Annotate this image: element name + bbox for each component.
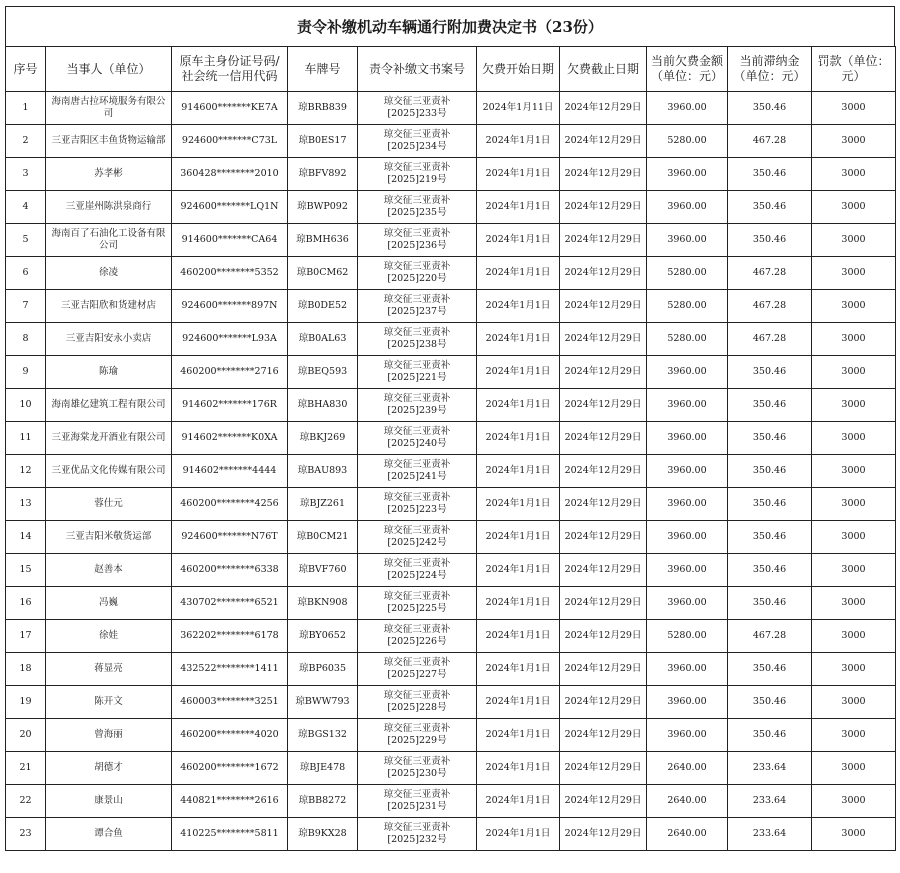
fine-cell: 3000 [812,620,896,653]
end-date-cell: 2024年12月29日 [560,554,647,587]
table-row [6,389,896,422]
start-date-cell: 2024年1月1日 [477,356,560,389]
late-fee-cell: 467.28 [728,323,812,356]
seq-cell: 20 [6,719,46,752]
table-row [6,686,896,719]
fine-cell: 3000 [812,389,896,422]
start-date-cell: 2024年1月1日 [477,422,560,455]
start-date-cell: 2024年1月1日 [477,719,560,752]
column-header-plate: 车牌号 [288,47,358,92]
start-date-cell: 2024年1月1日 [477,125,560,158]
end-date-cell: 2024年12月29日 [560,356,647,389]
amount-due-cell: 3960.00 [647,92,728,125]
amount-due-cell: 3960.00 [647,191,728,224]
start-date-cell: 2024年1月1日 [477,554,560,587]
id-code-cell: 460200********2716 [172,356,288,389]
amount-due-cell: 3960.00 [647,653,728,686]
party-cell: 蒋显亮 [46,653,172,686]
party-cell: 冯巍 [46,587,172,620]
plate-cell: 琼B0DE52 [288,290,358,323]
start-date-cell: 2024年1月1日 [477,785,560,818]
plate-cell: 琼BWP092 [288,191,358,224]
case-number-cell: 琼交征三亚责补[2025]242号 [358,521,477,554]
case-number-cell: 琼交征三亚责补[2025]239号 [358,389,477,422]
id-code-cell: 924600*******LQ1N [172,191,288,224]
end-date-cell: 2024年12月29日 [560,752,647,785]
seq-cell: 1 [6,92,46,125]
case-number-cell: 琼交征三亚责补[2025]219号 [358,158,477,191]
party-cell: 谭合鱼 [46,818,172,851]
party-cell: 三亚海棠龙开酒业有限公司 [46,422,172,455]
party-cell: 三亚崖州陈洪泉商行 [46,191,172,224]
fine-cell: 3000 [812,521,896,554]
case-number-cell: 琼交征三亚责补[2025]236号 [358,224,477,257]
plate-cell: 琼BGS132 [288,719,358,752]
case-number-cell: 琼交征三亚责补[2025]227号 [358,653,477,686]
id-code-cell: 440821********2616 [172,785,288,818]
start-date-cell: 2024年1月1日 [477,818,560,851]
late-fee-cell: 233.64 [728,785,812,818]
seq-cell: 6 [6,257,46,290]
case-number-cell: 琼交征三亚责补[2025]224号 [358,554,477,587]
start-date-cell: 2024年1月1日 [477,686,560,719]
late-fee-cell: 233.64 [728,752,812,785]
id-code-cell: 914602*******176R [172,389,288,422]
amount-due-cell: 5280.00 [647,620,728,653]
fine-cell: 3000 [812,719,896,752]
id-code-cell: 460200********5352 [172,257,288,290]
seq-cell: 3 [6,158,46,191]
table-row [6,587,896,620]
seq-cell: 21 [6,752,46,785]
amount-due-cell: 3960.00 [647,488,728,521]
start-date-cell: 2024年1月1日 [477,521,560,554]
late-fee-cell: 350.46 [728,686,812,719]
id-code-cell: 362202********6178 [172,620,288,653]
amount-due-cell: 3960.00 [647,224,728,257]
end-date-cell: 2024年12月29日 [560,455,647,488]
late-fee-cell: 350.46 [728,389,812,422]
seq-cell: 11 [6,422,46,455]
end-date-cell: 2024年12月29日 [560,92,647,125]
plate-cell: 琼BRB839 [288,92,358,125]
id-code-cell: 924600*******897N [172,290,288,323]
late-fee-cell: 350.46 [728,422,812,455]
id-code-cell: 460200********4256 [172,488,288,521]
column-header-start-date: 欠费开始日期 [477,47,560,92]
table-row [6,356,896,389]
plate-cell: 琼BFV892 [288,158,358,191]
start-date-cell: 2024年1月1日 [477,323,560,356]
table-row [6,554,896,587]
table-header-row [6,47,896,92]
amount-due-cell: 5280.00 [647,290,728,323]
table-body [6,92,896,851]
plate-cell: 琼BKN908 [288,587,358,620]
id-code-cell: 460003********3251 [172,686,288,719]
end-date-cell: 2024年12月29日 [560,653,647,686]
late-fee-cell: 350.46 [728,587,812,620]
late-fee-cell: 467.28 [728,125,812,158]
plate-cell: 琼BJE478 [288,752,358,785]
table-row [6,158,896,191]
late-fee-cell: 350.46 [728,356,812,389]
end-date-cell: 2024年12月29日 [560,257,647,290]
table-row [6,719,896,752]
plate-cell: 琼BHA830 [288,389,358,422]
column-header-party: 当事人（单位） [46,47,172,92]
late-fee-cell: 350.46 [728,719,812,752]
plate-cell: 琼BP6035 [288,653,358,686]
late-fee-cell: 467.28 [728,620,812,653]
table-row [6,785,896,818]
case-number-cell: 琼交征三亚责补[2025]234号 [358,125,477,158]
case-number-cell: 琼交征三亚责补[2025]237号 [358,290,477,323]
plate-cell: 琼BVF760 [288,554,358,587]
amount-due-cell: 3960.00 [647,356,728,389]
plate-cell: 琼BWW793 [288,686,358,719]
end-date-cell: 2024年12月29日 [560,323,647,356]
case-number-cell: 琼交征三亚责补[2025]238号 [358,323,477,356]
party-cell: 康景山 [46,785,172,818]
column-header-seq: 序号 [6,47,46,92]
party-cell: 三亚吉阳区丰鱼货物运输部 [46,125,172,158]
fine-cell: 3000 [812,356,896,389]
start-date-cell: 2024年1月1日 [477,224,560,257]
fine-cell: 3000 [812,686,896,719]
fine-cell: 3000 [812,191,896,224]
column-header-late-fee: 当前滞纳金（单位：元） [728,47,812,92]
late-fee-cell: 467.28 [728,290,812,323]
table-row [6,521,896,554]
end-date-cell: 2024年12月29日 [560,686,647,719]
party-cell: 赵善本 [46,554,172,587]
case-number-cell: 琼交征三亚责补[2025]220号 [358,257,477,290]
party-cell: 苏孝彬 [46,158,172,191]
fine-cell: 3000 [812,323,896,356]
fine-cell: 3000 [812,125,896,158]
start-date-cell: 2024年1月1日 [477,191,560,224]
amount-due-cell: 2640.00 [647,818,728,851]
seq-cell: 8 [6,323,46,356]
seq-cell: 9 [6,356,46,389]
table-row [6,653,896,686]
seq-cell: 7 [6,290,46,323]
id-code-cell: 410225********5811 [172,818,288,851]
fine-cell: 3000 [812,224,896,257]
fine-cell: 3000 [812,257,896,290]
table-row [6,257,896,290]
id-code-cell: 914602*******K0XA [172,422,288,455]
party-cell: 三亚优品文化传媒有限公司 [46,455,172,488]
seq-cell: 13 [6,488,46,521]
id-code-cell: 460200********1672 [172,752,288,785]
plate-cell: 琼BMH636 [288,224,358,257]
amount-due-cell: 3960.00 [647,554,728,587]
amount-due-cell: 3960.00 [647,587,728,620]
seq-cell: 15 [6,554,46,587]
amount-due-cell: 3960.00 [647,422,728,455]
end-date-cell: 2024年12月29日 [560,488,647,521]
seq-cell: 23 [6,818,46,851]
id-code-cell: 914600*******KE7A [172,92,288,125]
fine-cell: 3000 [812,455,896,488]
start-date-cell: 2024年1月1日 [477,158,560,191]
start-date-cell: 2024年1月1日 [477,587,560,620]
late-fee-cell: 350.46 [728,224,812,257]
party-cell: 陈瑜 [46,356,172,389]
id-code-cell: 460200********4020 [172,719,288,752]
seq-cell: 14 [6,521,46,554]
end-date-cell: 2024年12月29日 [560,125,647,158]
late-fee-cell: 350.46 [728,455,812,488]
late-fee-cell: 350.46 [728,158,812,191]
fine-cell: 3000 [812,653,896,686]
case-number-cell: 琼交征三亚责补[2025]223号 [358,488,477,521]
fine-cell: 3000 [812,290,896,323]
table-row [6,323,896,356]
penalty-table [5,46,896,851]
start-date-cell: 2024年1月11日 [477,92,560,125]
amount-due-cell: 3960.00 [647,389,728,422]
id-code-cell: 914600*******CA64 [172,224,288,257]
plate-cell: 琼BEQ593 [288,356,358,389]
amount-due-cell: 3960.00 [647,455,728,488]
late-fee-cell: 350.46 [728,554,812,587]
plate-cell: 琼B0AL63 [288,323,358,356]
id-code-cell: 360428********2010 [172,158,288,191]
late-fee-cell: 350.46 [728,488,812,521]
late-fee-cell: 350.46 [728,653,812,686]
end-date-cell: 2024年12月29日 [560,191,647,224]
late-fee-cell: 350.46 [728,521,812,554]
id-code-cell: 924600*******C73L [172,125,288,158]
id-code-cell: 430702********6521 [172,587,288,620]
party-cell: 海南唐古拉环境服务有限公司 [46,92,172,125]
table-row [6,290,896,323]
column-header-amount-due: 当前欠费金额（单位：元） [647,47,728,92]
end-date-cell: 2024年12月29日 [560,389,647,422]
id-code-cell: 914602*******4444 [172,455,288,488]
seq-cell: 5 [6,224,46,257]
start-date-cell: 2024年1月1日 [477,290,560,323]
end-date-cell: 2024年12月29日 [560,587,647,620]
late-fee-cell: 467.28 [728,257,812,290]
start-date-cell: 2024年1月1日 [477,455,560,488]
seq-cell: 17 [6,620,46,653]
plate-cell: 琼B0CM21 [288,521,358,554]
fine-cell: 3000 [812,554,896,587]
party-cell: 陈开文 [46,686,172,719]
plate-cell: 琼BB8272 [288,785,358,818]
start-date-cell: 2024年1月1日 [477,620,560,653]
start-date-cell: 2024年1月1日 [477,752,560,785]
plate-cell: 琼B0CM62 [288,257,358,290]
seq-cell: 19 [6,686,46,719]
column-header-case-number: 责令补缴文书案号 [358,47,477,92]
fine-cell: 3000 [812,422,896,455]
case-number-cell: 琼交征三亚责补[2025]226号 [358,620,477,653]
plate-cell: 琼BAU893 [288,455,358,488]
fine-cell: 3000 [812,752,896,785]
id-code-cell: 924600*******L93A [172,323,288,356]
plate-cell: 琼BKJ269 [288,422,358,455]
party-cell: 海南雄亿建筑工程有限公司 [46,389,172,422]
end-date-cell: 2024年12月29日 [560,785,647,818]
late-fee-cell: 350.46 [728,191,812,224]
plate-cell: 琼B0ES17 [288,125,358,158]
amount-due-cell: 5280.00 [647,257,728,290]
id-code-cell: 432522********1411 [172,653,288,686]
seq-cell: 2 [6,125,46,158]
end-date-cell: 2024年12月29日 [560,224,647,257]
amount-due-cell: 5280.00 [647,323,728,356]
seq-cell: 16 [6,587,46,620]
column-header-id-code: 原车主身份证号码/社会统一信用代码 [172,47,288,92]
fine-cell: 3000 [812,488,896,521]
case-number-cell: 琼交征三亚责补[2025]231号 [358,785,477,818]
column-header-fine: 罚款（单位：元） [812,47,896,92]
amount-due-cell: 3960.00 [647,686,728,719]
start-date-cell: 2024年1月1日 [477,488,560,521]
table-row [6,191,896,224]
case-number-cell: 琼交征三亚责补[2025]221号 [358,356,477,389]
party-cell: 胡德才 [46,752,172,785]
amount-due-cell: 2640.00 [647,752,728,785]
amount-due-cell: 3960.00 [647,158,728,191]
case-number-cell: 琼交征三亚责补[2025]225号 [358,587,477,620]
plate-cell: 琼B9KX28 [288,818,358,851]
seq-cell: 18 [6,653,46,686]
party-cell: 徐娃 [46,620,172,653]
fine-cell: 3000 [812,587,896,620]
fine-cell: 3000 [812,818,896,851]
case-number-cell: 琼交征三亚责补[2025]233号 [358,92,477,125]
seq-cell: 12 [6,455,46,488]
id-code-cell: 924600*******N76T [172,521,288,554]
start-date-cell: 2024年1月1日 [477,257,560,290]
table-row [6,125,896,158]
case-number-cell: 琼交征三亚责补[2025]235号 [358,191,477,224]
case-number-cell: 琼交征三亚责补[2025]228号 [358,686,477,719]
end-date-cell: 2024年12月29日 [560,521,647,554]
party-cell: 三亚吉阳安永小卖店 [46,323,172,356]
fine-cell: 3000 [812,785,896,818]
fine-cell: 3000 [812,158,896,191]
plate-cell: 琼BY0652 [288,620,358,653]
amount-due-cell: 2640.00 [647,785,728,818]
party-cell: 海南百了石油化工设备有限公司 [46,224,172,257]
amount-due-cell: 3960.00 [647,719,728,752]
party-cell: 三亚吉阳米敬货运部 [46,521,172,554]
amount-due-cell: 3960.00 [647,521,728,554]
document-title: 责令补缴机动车辆通行附加费决定书（23份） [5,6,895,46]
table-row [6,620,896,653]
table-row [6,488,896,521]
table-row [6,92,896,125]
end-date-cell: 2024年12月29日 [560,290,647,323]
fine-cell: 3000 [812,92,896,125]
end-date-cell: 2024年12月29日 [560,158,647,191]
table-row [6,455,896,488]
table-row [6,422,896,455]
case-number-cell: 琼交征三亚责补[2025]240号 [358,422,477,455]
end-date-cell: 2024年12月29日 [560,818,647,851]
late-fee-cell: 350.46 [728,92,812,125]
end-date-cell: 2024年12月29日 [560,719,647,752]
end-date-cell: 2024年12月29日 [560,620,647,653]
table-row [6,818,896,851]
amount-due-cell: 5280.00 [647,125,728,158]
party-cell: 曾海丽 [46,719,172,752]
case-number-cell: 琼交征三亚责补[2025]232号 [358,818,477,851]
id-code-cell: 460200********6338 [172,554,288,587]
table-row [6,752,896,785]
seq-cell: 10 [6,389,46,422]
end-date-cell: 2024年12月29日 [560,422,647,455]
seq-cell: 22 [6,785,46,818]
party-cell: 蓉仕元 [46,488,172,521]
start-date-cell: 2024年1月1日 [477,389,560,422]
case-number-cell: 琼交征三亚责补[2025]241号 [358,455,477,488]
plate-cell: 琼BJZ261 [288,488,358,521]
party-cell: 徐凌 [46,257,172,290]
start-date-cell: 2024年1月1日 [477,653,560,686]
table-row [6,224,896,257]
case-number-cell: 琼交征三亚责补[2025]229号 [358,719,477,752]
case-number-cell: 琼交征三亚责补[2025]230号 [358,752,477,785]
seq-cell: 4 [6,191,46,224]
party-cell: 三亚吉阳欣和货建材店 [46,290,172,323]
late-fee-cell: 233.64 [728,818,812,851]
column-header-end-date: 欠费截止日期 [560,47,647,92]
